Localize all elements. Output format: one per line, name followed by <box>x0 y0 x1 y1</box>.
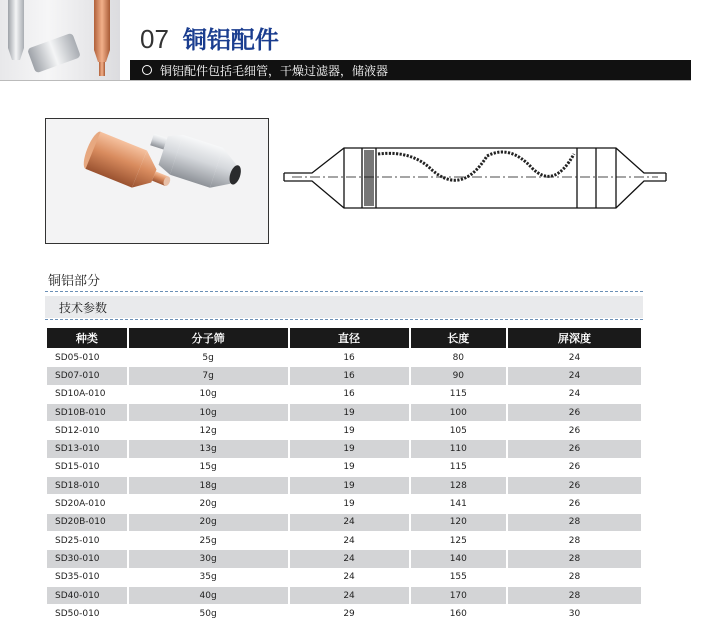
table-row <box>47 349 641 366</box>
table-row <box>47 605 641 622</box>
table-cell: 24 <box>290 514 409 531</box>
table-cell: 18g <box>129 477 288 494</box>
table-cell: 105 <box>411 422 506 439</box>
table-cell: 28 <box>508 532 641 549</box>
table-cell: 26 <box>508 404 641 421</box>
table-cell: 30g <box>129 550 288 567</box>
table-row <box>47 569 641 586</box>
table-cell: 13g <box>129 440 288 457</box>
table-cell: 141 <box>411 495 506 512</box>
table-cell: SD20B-010 <box>47 514 127 531</box>
table-row <box>47 477 641 494</box>
table-row <box>47 404 641 421</box>
table-cell: SD10A-010 <box>47 386 127 403</box>
table-cell: 16 <box>290 386 409 403</box>
table-cell: 15g <box>129 459 288 476</box>
table-cell: 26 <box>508 440 641 457</box>
table-cell: 26 <box>508 495 641 512</box>
table-cell: 24 <box>290 569 409 586</box>
table-cell: 128 <box>411 477 506 494</box>
table-cell: 26 <box>508 459 641 476</box>
table-cell: 24 <box>508 367 641 384</box>
table-cell: SD50-010 <box>47 605 127 622</box>
section-number: 07 <box>140 24 169 54</box>
table-cell: SD12-010 <box>47 422 127 439</box>
table-cell: SD30-010 <box>47 550 127 567</box>
circle-bullet-icon <box>142 65 152 75</box>
table-cell: SD35-010 <box>47 569 127 586</box>
table-cell: SD10B-010 <box>47 404 127 421</box>
table-cell: 10g <box>129 386 288 403</box>
table-cell: 19 <box>290 422 409 439</box>
table-cell: 40g <box>129 587 288 604</box>
table-cell: SD07-010 <box>47 367 127 384</box>
table-cell: 24 <box>290 550 409 567</box>
table-row <box>47 440 641 457</box>
table-cell: 19 <box>290 440 409 457</box>
table-cell: 20g <box>129 495 288 512</box>
table-cell: 7g <box>129 367 288 384</box>
table-cell: 19 <box>290 495 409 512</box>
table-cell: 35g <box>129 569 288 586</box>
column-header: 长度 <box>411 328 506 348</box>
table-cell: 10g <box>129 404 288 421</box>
table-cell: 28 <box>508 550 641 567</box>
subsection-divider <box>45 319 643 320</box>
table-cell: SD05-010 <box>47 349 127 366</box>
table-cell: 115 <box>411 386 506 403</box>
table-cell: 24 <box>508 386 641 403</box>
table-cell: 170 <box>411 587 506 604</box>
table-cell: 160 <box>411 605 506 622</box>
table-row <box>47 550 641 567</box>
table-cell: 20g <box>129 514 288 531</box>
table-cell: 155 <box>411 569 506 586</box>
table-cell: 26 <box>508 477 641 494</box>
title-text: 铜铝配件 <box>182 26 279 54</box>
product-photo <box>45 118 269 244</box>
table-cell: 28 <box>508 587 641 604</box>
section-divider <box>45 291 643 292</box>
table-cell: 24 <box>508 349 641 366</box>
table-row <box>47 514 641 531</box>
spec-table <box>45 327 643 623</box>
table-cell: 125 <box>411 532 506 549</box>
table-header-row <box>47 328 641 348</box>
table-cell: 28 <box>508 514 641 531</box>
table-cell: 90 <box>411 367 506 384</box>
subsection-header <box>45 296 643 318</box>
table-cell: 19 <box>290 477 409 494</box>
column-header: 直径 <box>290 328 409 348</box>
table-body <box>47 349 641 622</box>
subtitle-text: 铜铝配件包括毛细管，干燥过滤器，储液器 <box>160 63 389 78</box>
table-cell: 28 <box>508 569 641 586</box>
table-cell: SD40-010 <box>47 587 127 604</box>
subsection-title: 技术参数 <box>59 300 108 315</box>
table-cell: 100 <box>411 404 506 421</box>
table-cell: 16 <box>290 367 409 384</box>
table-cell: 5g <box>129 349 288 366</box>
table-cell: SD13-010 <box>47 440 127 457</box>
header-divider <box>0 80 691 81</box>
table-cell: 16 <box>290 349 409 366</box>
table-cell: SD18-010 <box>47 477 127 494</box>
table-cell: 29 <box>290 605 409 622</box>
table-cell: 50g <box>129 605 288 622</box>
table-cell: 110 <box>411 440 506 457</box>
table-row <box>47 587 641 604</box>
table-row <box>47 532 641 549</box>
table-cell: SD20A-010 <box>47 495 127 512</box>
table-cell: 25g <box>129 532 288 549</box>
column-header: 种类 <box>47 328 127 348</box>
table-cell: SD15-010 <box>47 459 127 476</box>
column-header: 分子筛 <box>129 328 288 348</box>
table-row <box>47 459 641 476</box>
section-title: 铜铝部分 <box>48 274 101 289</box>
table-row <box>47 422 641 439</box>
subtitle-bar <box>130 60 691 80</box>
header-product-image <box>0 0 120 80</box>
table-cell: 19 <box>290 404 409 421</box>
filter-drier-diagram <box>282 140 668 218</box>
table-cell: 24 <box>290 532 409 549</box>
table-cell: 19 <box>290 459 409 476</box>
table-cell: 140 <box>411 550 506 567</box>
table-cell: 26 <box>508 422 641 439</box>
table-cell: 24 <box>290 587 409 604</box>
table-cell: 115 <box>411 459 506 476</box>
page-title <box>140 20 279 55</box>
table-cell: 12g <box>129 422 288 439</box>
column-header: 屏深度 <box>508 328 641 348</box>
table-row <box>47 367 641 384</box>
table-cell: SD25-010 <box>47 532 127 549</box>
table-row <box>47 386 641 403</box>
table-cell: 80 <box>411 349 506 366</box>
table-cell: 30 <box>508 605 641 622</box>
table-row <box>47 495 641 512</box>
table-cell: 120 <box>411 514 506 531</box>
